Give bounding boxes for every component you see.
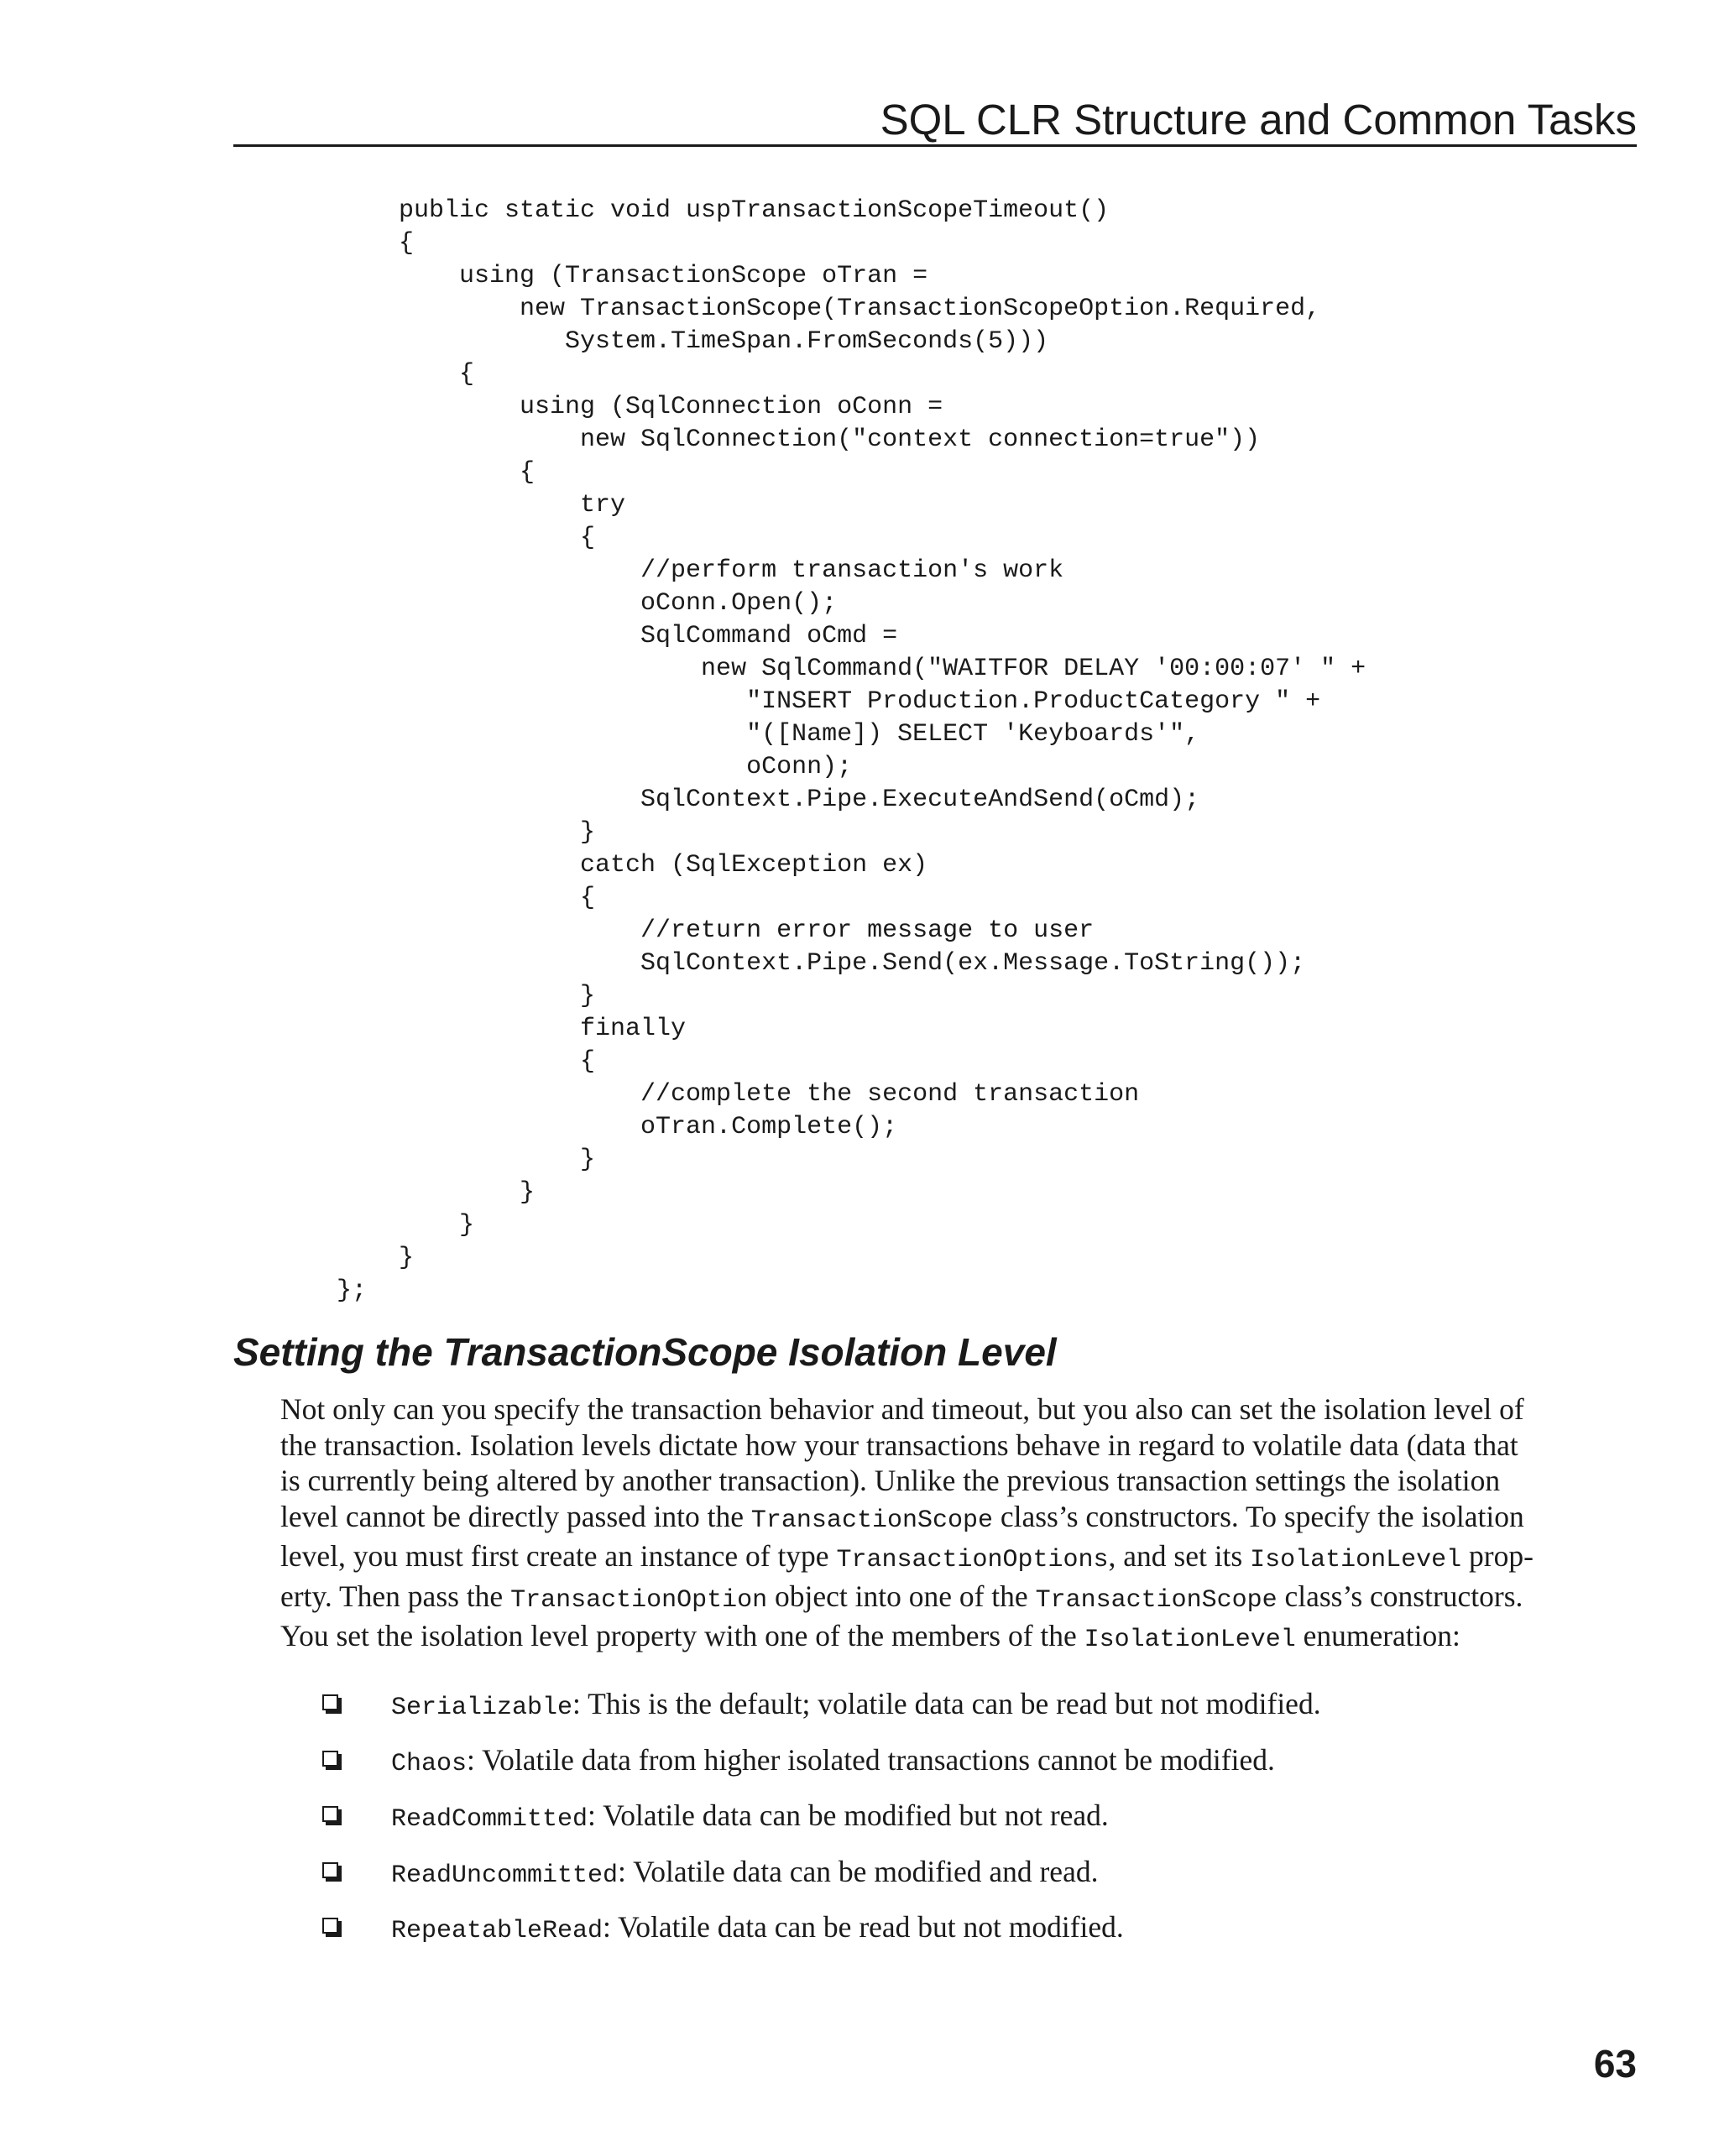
code-line: using (SqlConnection oConn = (399, 393, 943, 421)
checkbox-bullet-icon (322, 1862, 338, 1878)
code-line: } (399, 1211, 475, 1240)
paragraph-text: You set the isolation level property with one of the members of the (280, 1619, 1084, 1652)
paragraph-line (280, 1391, 1640, 1428)
code-line: using (TransactionScope oTran = (399, 262, 928, 290)
paragraph-line (280, 1538, 1640, 1579)
paragraph-text: erty. Then pass the (280, 1579, 511, 1613)
code-line: } (399, 1244, 415, 1272)
code-line: public static void uspTransactionScopeTimeout() (399, 196, 1110, 225)
paragraph-line (280, 1463, 1640, 1499)
code-line: SqlContext.Pipe.ExecuteAndSend(oCmd); (399, 786, 1200, 814)
paragraph-text: level, you must first create an instance of type (280, 1539, 837, 1573)
paragraph-text: Not only can you specify the transaction behavior and timeout, but you also can set the isolation level of (280, 1392, 1524, 1426)
running-header-title: SQL CLR Structure and Common Tasks (880, 96, 1637, 144)
code-line: } (399, 982, 596, 1010)
list-item-text (391, 1854, 1098, 1893)
page-number: 63 (1593, 2042, 1637, 2086)
paragraph-line (280, 1579, 1640, 1619)
paragraph-line (280, 1618, 1640, 1658)
code-line: System.TimeSpan.FromSeconds(5))) (399, 327, 1049, 356)
code-line: //perform transaction's work (399, 556, 1064, 585)
code-line: SqlContext.Pipe.Send(ex.Message.ToString()); (399, 949, 1306, 978)
code-line: } (399, 818, 596, 847)
code-line: }; (337, 1276, 368, 1305)
code-line: { (399, 524, 596, 552)
list-item-term: RepeatableRead (391, 1917, 603, 1945)
paragraph-text: level cannot be directly passed into the (280, 1499, 751, 1533)
body-paragraph (280, 1391, 1640, 1658)
code-line: try (399, 491, 626, 519)
code-line: new SqlConnection("context connection=true")) (399, 425, 1261, 454)
list-item-text (391, 1686, 1321, 1725)
code-line: oConn.Open(); (399, 589, 838, 618)
section-heading: Setting the TransactionScope Isolation Level (233, 1330, 1057, 1374)
code-line: { (399, 360, 475, 389)
paragraph-text: enumeration: (1295, 1619, 1460, 1652)
inline-code: TransactionOptions (836, 1546, 1109, 1574)
running-header (233, 84, 1637, 147)
code-line: //complete the second transaction (399, 1080, 1140, 1109)
list-item-description: : Volatile data can be read but not modified. (603, 1910, 1124, 1944)
paragraph-text: prop- (1461, 1539, 1534, 1573)
paragraph-text: class’s constructors. (1277, 1579, 1523, 1613)
list-item-term: Serializable (391, 1694, 573, 1722)
list-item-term: ReadCommitted (391, 1805, 588, 1834)
code-line: new SqlCommand("WAITFOR DELAY '00:00:07' " + (399, 655, 1366, 683)
code-line: } (399, 1178, 536, 1207)
code-line: SqlCommand oCmd = (399, 622, 898, 650)
paragraph-text: , and set its (1108, 1539, 1251, 1573)
checkbox-bullet-icon (322, 1806, 338, 1822)
code-line: { (399, 458, 536, 487)
code-line: //return error message to user (399, 916, 1095, 945)
list-item-text (391, 1909, 1124, 1949)
paragraph-text: object into one of the (767, 1579, 1036, 1613)
code-line: oConn); (399, 753, 853, 781)
inline-code: TransactionScope (1035, 1585, 1277, 1615)
list-item-description: : Volatile data can be modified and read. (618, 1854, 1099, 1888)
paragraph-text: the transaction. Isolation levels dictate how your transactions behave in regard to volatile data (data that (280, 1428, 1518, 1462)
list-item-description: : This is the default; volatile data can be read but not modified. (572, 1687, 1321, 1720)
inline-code: TransactionScope (750, 1506, 993, 1535)
inline-code: TransactionOption (510, 1585, 768, 1615)
checkbox-bullet-icon (322, 1694, 338, 1710)
list-item-description: : Volatile data from higher isolated transactions cannot be modified. (467, 1742, 1275, 1777)
code-line: { (399, 1047, 596, 1076)
code-line: catch (SqlException ex) (399, 851, 928, 880)
paragraph-line (280, 1428, 1640, 1464)
paragraph-text: is currently being altered by another transaction). Unlike the previous transaction settings the isolation (280, 1464, 1501, 1497)
code-line: finally (399, 1015, 687, 1043)
list-item-term: ReadUncommitted (391, 1861, 619, 1890)
inline-code: IsolationLevel (1084, 1626, 1296, 1654)
list-item-text (391, 1798, 1109, 1837)
code-line: new TransactionScope(TransactionScopeOption.Required, (399, 295, 1321, 323)
checkbox-bullet-icon (322, 1751, 338, 1767)
code-line: } (399, 1146, 596, 1174)
checkbox-bullet-icon (322, 1918, 338, 1934)
list-item-term: Chaos (391, 1749, 468, 1778)
code-line: "INSERT Production.ProductCategory " + (399, 687, 1321, 716)
list-item-description: : Volatile data can be modified but not read. (588, 1798, 1109, 1832)
code-line: oTran.Complete(); (399, 1113, 898, 1141)
paragraph-text: class’s constructors. To specify the isolation (992, 1499, 1524, 1533)
inline-code: IsolationLevel (1250, 1546, 1462, 1574)
code-line: "([Name]) SELECT 'Keyboards'", (399, 720, 1200, 749)
code-line: { (399, 229, 415, 258)
paragraph-line (280, 1499, 1640, 1539)
code-line: { (399, 884, 596, 912)
list-item-text (391, 1742, 1275, 1782)
